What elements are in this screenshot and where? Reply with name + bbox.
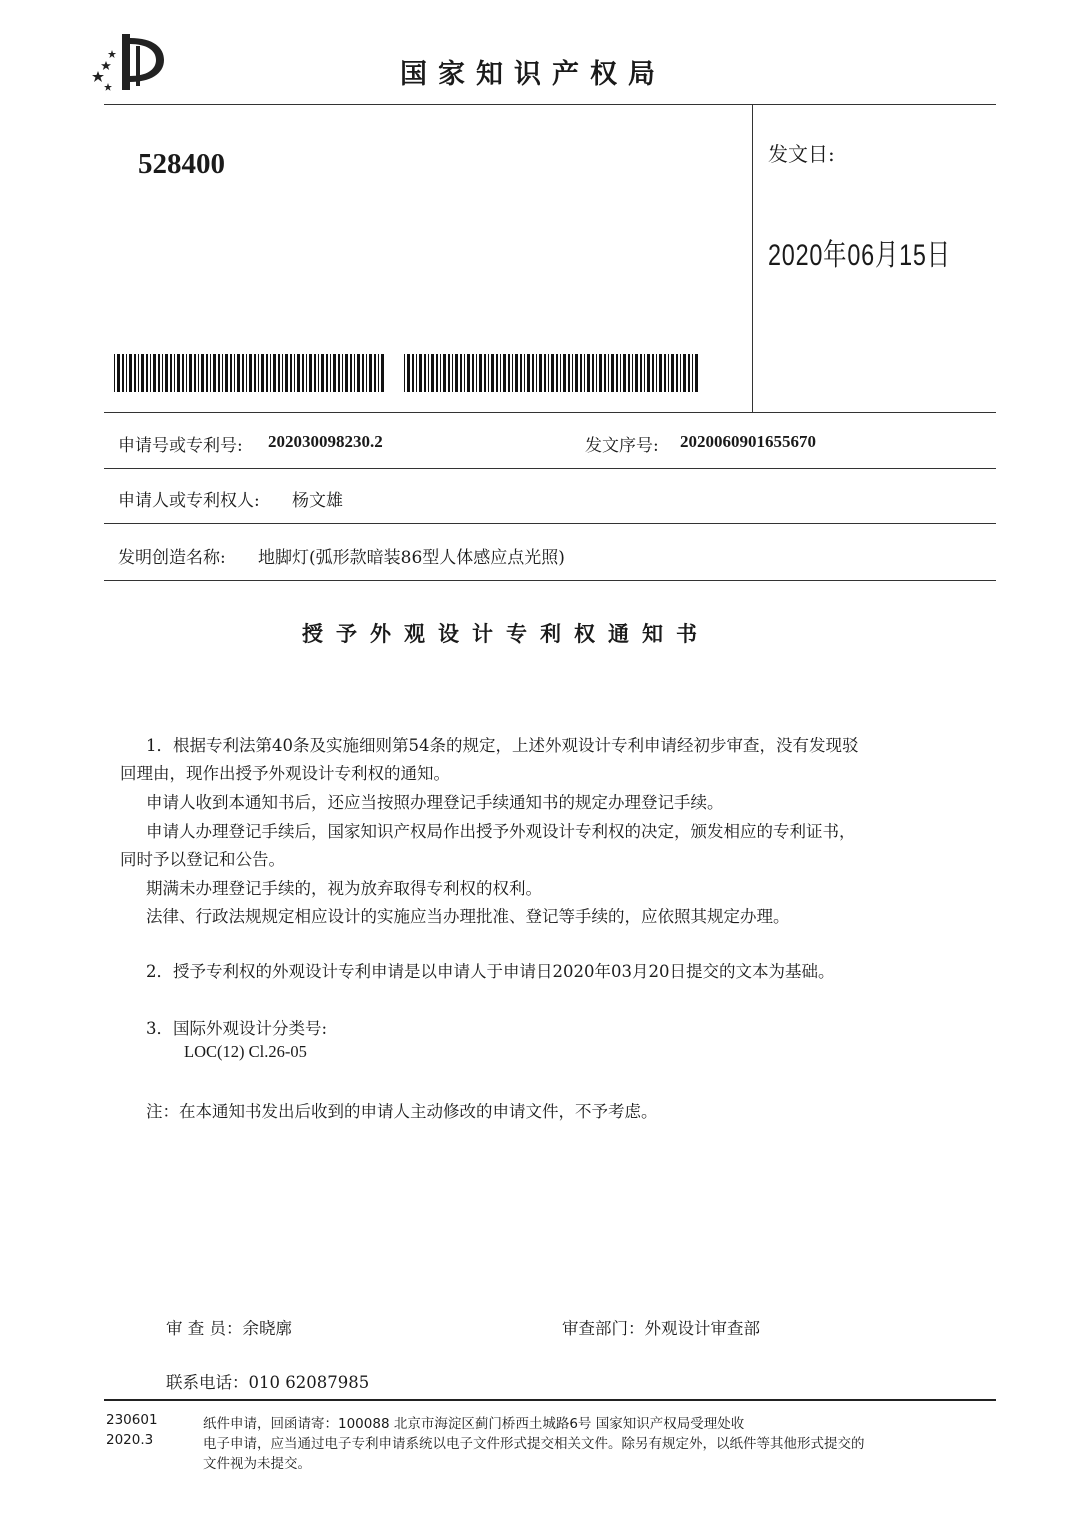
row2-divider <box>104 523 996 524</box>
barcode-bar <box>290 354 292 392</box>
barcode-bar <box>644 354 645 392</box>
barcode-bar <box>278 354 280 392</box>
barcode-bar <box>440 354 441 392</box>
barcode-bar <box>635 354 638 392</box>
barcode-bar <box>146 354 148 392</box>
barcode-bar <box>114 354 115 392</box>
barcode-bar <box>539 354 542 392</box>
barcode-bar <box>294 354 295 392</box>
barcode-bar <box>632 354 633 392</box>
barcode-bar <box>126 354 127 392</box>
barcode-bar <box>676 354 678 392</box>
body-line: 2．授予专利权的外观设计专利申请是以申请人于申请日2020年03月20日提交的文本为基础。 <box>146 962 835 981</box>
barcode-bar <box>491 354 494 392</box>
barcode-bar <box>170 354 172 392</box>
barcode-bar <box>479 354 482 392</box>
barcode-bar <box>117 354 120 392</box>
barcode-bar <box>428 354 429 392</box>
barcode-bar <box>362 354 364 392</box>
barcode-bar <box>599 354 602 392</box>
footer-line: 文件视为未提交。 <box>203 1456 311 1472</box>
barcode-bar <box>378 354 379 392</box>
barcode-bar <box>544 354 546 392</box>
barcode-bar <box>587 354 590 392</box>
barcode-bar <box>273 354 276 392</box>
barcode-bar <box>616 354 618 392</box>
barcode-bar <box>580 354 582 392</box>
barcode-bar <box>664 354 666 392</box>
form-year: 2020.3 <box>106 1432 154 1448</box>
barcode-bar <box>596 354 597 392</box>
barcode-bar <box>659 354 662 392</box>
date-box-divider <box>752 104 753 412</box>
barcode-bar <box>249 354 252 392</box>
barcode-bar <box>270 354 271 392</box>
barcode-bar <box>500 354 501 392</box>
application-no-label: 申请号或专利号: <box>118 436 243 456</box>
barcode-bar <box>608 354 609 392</box>
barcode-bar <box>285 354 288 392</box>
barcode-bar <box>330 354 331 392</box>
barcode-bar <box>338 354 340 392</box>
barcode-bar <box>455 354 458 392</box>
barcode-bar <box>246 354 247 392</box>
footer-line: 电子申请，应当通过电子专利申请系统以电子文件形式提交相关文件。除另有规定外，以纸件等其他形式提交的 <box>203 1436 865 1452</box>
barcode-bar <box>452 354 453 392</box>
barcode-bar <box>424 354 426 392</box>
barcode-bar <box>222 354 223 392</box>
barcode-bar <box>242 354 244 392</box>
serial-label: 发文序号: <box>585 436 659 456</box>
serial-value: 2020060901655670 <box>680 432 816 451</box>
barcode-bar <box>162 354 163 392</box>
barcode-bar <box>198 354 199 392</box>
notice-title: 授予外观设计专利权通知书 <box>302 622 710 646</box>
barcode-bar <box>266 354 268 392</box>
barcode-bar <box>628 354 630 392</box>
barcode-bar <box>551 354 554 392</box>
barcode-bar <box>306 354 307 392</box>
footer-line: 纸件申请，回函请寄：100088 北京市海淀区蓟门桥西土城路6号 国家知识产权局受理处收 <box>203 1416 745 1432</box>
barcode-bar <box>237 354 240 392</box>
cnipa-logo-icon <box>84 28 170 94</box>
barcode-bar <box>213 354 216 392</box>
barcode-bar <box>436 354 438 392</box>
form-code: 230601 <box>106 1412 158 1428</box>
barcode-bar <box>592 354 594 392</box>
barcode-bar <box>611 354 614 392</box>
barcode-bar <box>150 354 151 392</box>
barcode-bar <box>640 354 642 392</box>
barcode-bar <box>503 354 506 392</box>
barcode-bar <box>138 354 139 392</box>
barcode-bar <box>201 354 204 392</box>
barcode-bar <box>695 354 698 392</box>
barcode-bar <box>261 354 264 392</box>
barcode-bar <box>153 354 156 392</box>
barcode-bar <box>345 354 348 392</box>
row1-divider <box>104 468 996 469</box>
barcode-bar <box>404 354 405 392</box>
postal-code: 528400 <box>138 148 225 180</box>
barcode-bar <box>512 354 513 392</box>
barcode-bar <box>182 354 184 392</box>
classification-code: LOC(12) Cl.26-05 <box>184 1042 307 1061</box>
barcode-bar <box>524 354 525 392</box>
barcode-bar <box>412 354 414 392</box>
barcode-bar <box>520 354 522 392</box>
barcode-bar <box>532 354 534 392</box>
examiner: 审 查 员：余晓廓 <box>166 1319 292 1338</box>
barcode-bar <box>174 354 175 392</box>
barcode-bar <box>671 354 674 392</box>
agency-title: 国家知识产权局 <box>400 59 666 90</box>
barcode-bar <box>218 354 220 392</box>
applicant-label: 申请人或专利权人: <box>118 491 260 511</box>
body-line: 回理由，现作出授予外观设计专利权的通知。 <box>120 764 450 783</box>
barcode-bar <box>321 354 324 392</box>
barcode-bar <box>254 354 256 392</box>
barcode-bar <box>496 354 498 392</box>
barcode-bar <box>333 354 336 392</box>
body-line: 申请人办理登记手续后，国家知识产权局作出授予外观设计专利权的决定，颁发相应的专利证书， <box>146 822 856 841</box>
body-line: 法律、行政法规规定相应设计的实施应当办理批准、登记等手续的，应依照其规定办理。 <box>146 907 790 926</box>
body-line: 同时予以登记和公告。 <box>120 850 285 869</box>
barcode-bar <box>309 354 312 392</box>
barcode-bar <box>326 354 328 392</box>
barcode-bar <box>584 354 585 392</box>
body-line: 3．国际外观设计分类号: <box>146 1019 328 1038</box>
barcode-bar <box>354 354 355 392</box>
barcode-bar <box>548 354 549 392</box>
barcode-bar <box>314 354 316 392</box>
send-date-label: 发文日: <box>768 142 835 166</box>
barcode-bar <box>508 354 510 392</box>
barcode-bar <box>381 354 384 392</box>
body-line: 1．根据专利法第40条及实施细则第54条的规定，上述外观设计专利申请经初步审查，没有发现驳 <box>146 736 859 755</box>
row3-divider <box>104 580 996 581</box>
barcode-bar <box>488 354 489 392</box>
barcode-bar <box>297 354 300 392</box>
barcode-bar <box>623 354 626 392</box>
barcode-bar <box>122 354 124 392</box>
barcode-bar <box>342 354 343 392</box>
barcode-bar <box>141 354 144 392</box>
barcode-bar <box>357 354 360 392</box>
barcode-bar <box>431 354 434 392</box>
barcode-bar <box>484 354 486 392</box>
barcode-bar <box>476 354 477 392</box>
barcode-bar <box>419 354 422 392</box>
barcode-bar <box>448 354 450 392</box>
barcode-bar <box>206 354 208 392</box>
barcode-bar <box>652 354 654 392</box>
contact-phone: 联系电话：010 62087985 <box>166 1373 370 1392</box>
barcode-bar <box>369 354 372 392</box>
barcode-bar <box>683 354 686 392</box>
barcode-bar <box>194 354 196 392</box>
barcode-bar <box>443 354 446 392</box>
barcode-bar <box>234 354 235 392</box>
barcode-bar <box>189 354 192 392</box>
barcode-bar <box>186 354 187 392</box>
barcode-bar <box>467 354 470 392</box>
barcode-bar <box>225 354 228 392</box>
examination-department: 审查部门：外观设计审查部 <box>562 1319 760 1338</box>
barcode-bar <box>366 354 367 392</box>
barcode-bar <box>177 354 180 392</box>
application-no-value: 202030098230.2 <box>268 432 383 451</box>
barcode-bar <box>656 354 657 392</box>
barcode-bar <box>416 354 417 392</box>
invention-title-value: 地脚灯(弧形款暗装86型人体感应点光照) <box>258 548 565 568</box>
barcode-bar <box>556 354 558 392</box>
barcode-bar <box>158 354 160 392</box>
barcode-bar <box>515 354 518 392</box>
barcode-bar <box>165 354 168 392</box>
barcode-bar <box>668 354 669 392</box>
barcode-bar <box>560 354 561 392</box>
barcode-bar <box>572 354 573 392</box>
barcode-bar <box>210 354 211 392</box>
barcode-bar <box>282 354 283 392</box>
footer-divider <box>104 1399 996 1401</box>
barcode-bar <box>407 354 410 392</box>
barcode-bar <box>647 354 650 392</box>
send-date: 2020年06月15日 <box>768 239 951 272</box>
barcode-bar <box>318 354 319 392</box>
barcode-bar <box>527 354 530 392</box>
header-divider <box>104 104 996 105</box>
barcode-bar <box>302 354 304 392</box>
barcode-bar <box>680 354 681 392</box>
barcode-bar <box>258 354 259 392</box>
barcode-right <box>404 354 698 392</box>
barcode-bar <box>575 354 578 392</box>
invention-title-label: 发明创造名称: <box>118 548 226 568</box>
barcode-bar <box>536 354 537 392</box>
body-line: 期满未办理登记手续的，视为放弃取得专利权的权利。 <box>146 879 542 898</box>
body-line: 申请人收到本通知书后，还应当按照办理登记手续通知书的规定办理登记手续。 <box>146 793 724 812</box>
barcode-bar <box>568 354 570 392</box>
barcode-bar <box>374 354 376 392</box>
barcode-bar <box>230 354 232 392</box>
barcode-bar <box>472 354 474 392</box>
applicant-value: 杨文雄 <box>292 491 343 511</box>
barcode-bar <box>464 354 465 392</box>
barcode-bar <box>604 354 606 392</box>
barcode-left <box>114 354 384 392</box>
barcode-bar <box>129 354 132 392</box>
barcode-bar <box>692 354 693 392</box>
barcode-bar <box>350 354 352 392</box>
fields-top-divider <box>104 412 996 413</box>
note-line: 注：在本通知书发出后收到的申请人主动修改的申请文件，不予考虑。 <box>146 1102 658 1121</box>
barcode-bar <box>460 354 462 392</box>
barcode-bar <box>620 354 621 392</box>
barcode-bar <box>563 354 566 392</box>
barcode-bar <box>134 354 136 392</box>
barcode-bar <box>688 354 690 392</box>
